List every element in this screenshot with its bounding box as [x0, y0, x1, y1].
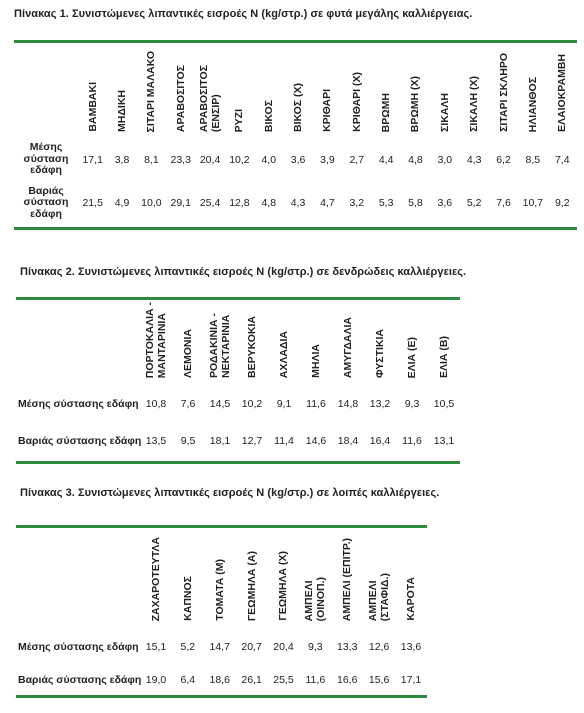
column-header	[225, 43, 254, 139]
table-cell: 13,6	[400, 640, 422, 653]
table-cell: 8,5	[525, 153, 541, 166]
column-header-label: ΣΙΤΑΡΙ ΜΑΛΑΚΟ	[145, 50, 158, 132]
table-cell: 18,4	[337, 435, 359, 447]
column-header-label: ΣΙΤΑΡΙ ΣΚΛΗΡΟ	[497, 53, 510, 132]
table-cell: 5,2	[180, 640, 196, 653]
column-header	[166, 43, 195, 139]
column-header-label: ΦΥΣΤΙΚΙΑ	[374, 328, 386, 378]
table-cell: 20,4	[273, 640, 294, 653]
table-cell: 11,6	[402, 435, 422, 447]
column-header	[363, 528, 395, 628]
row-label: Βαριάς σύστασης εδάφη	[18, 674, 142, 686]
row-label: Βαριάς σύσταση εδάφη	[23, 184, 69, 220]
table3	[16, 528, 427, 695]
table-cell: 10,7	[522, 197, 544, 209]
column-header-label: ΕΛΙΑ (Β)	[438, 336, 450, 378]
column-header-label: ΒΡΩΜΗ	[380, 92, 393, 132]
table-cell: 17,1	[82, 153, 103, 166]
column-header-label: ΖΑΧΑΡΟΤΕΥΤΛΑ	[149, 536, 162, 621]
column-header	[236, 300, 268, 385]
row-label: Μέσης σύστασης εδάφη	[18, 398, 139, 410]
column-header-label: ΒΙΚΟΣ (Χ)	[292, 83, 305, 132]
table-cell: 14,7	[209, 640, 230, 653]
column-header-label: ΣΙΚΑΛΗ	[438, 93, 451, 132]
table-cell: 3,0	[437, 153, 453, 166]
column-header	[401, 43, 430, 139]
table-row	[14, 180, 577, 226]
table-cell: 5,3	[378, 197, 394, 209]
column-header	[137, 43, 166, 139]
column-header-label: ΡΥΖΙ	[233, 108, 246, 132]
column-header	[332, 300, 364, 385]
column-header	[313, 43, 342, 139]
table-cell: 4,0	[261, 153, 277, 166]
table-cell: 8,1	[144, 153, 159, 166]
table-row	[16, 385, 460, 423]
table-cell: 13,5	[145, 435, 167, 447]
table-cell: 5,8	[408, 197, 423, 209]
table-cell: 15,1	[145, 640, 167, 653]
column-header	[395, 528, 427, 628]
table-cell: 21,5	[82, 197, 103, 209]
column-header-label: ΤΟΜΑΤΑ (Μ)	[213, 559, 226, 621]
column-header-label: ΑΡΑΒΟΣΙΤΟΣ (ΕΝΣΙΡ)	[198, 64, 223, 132]
table-cell: 4,8	[408, 153, 423, 166]
column-header-label: ΒΕΡΥΚΟΚΙΑ	[246, 316, 258, 378]
table-cell: 18,1	[209, 435, 231, 447]
column-header	[268, 528, 300, 628]
table-cell: 20,4	[199, 153, 221, 166]
column-header	[268, 300, 300, 385]
column-header	[204, 300, 236, 385]
column-header	[300, 300, 332, 385]
table-row	[14, 139, 577, 180]
table-cell: 3,9	[320, 153, 335, 166]
header-corner	[16, 300, 140, 385]
table-cell: 11,6	[305, 674, 326, 686]
column-header	[254, 43, 283, 139]
column-header-label: ΜΗΛΙΑ	[310, 344, 322, 378]
column-header-label: ΚΡΙΘΑΡΙ (Χ)	[350, 72, 363, 132]
table-row	[16, 665, 427, 695]
table-cell: 11,6	[306, 398, 326, 410]
column-header	[140, 300, 172, 385]
column-header	[299, 528, 331, 628]
table-cell: 10,0	[141, 197, 162, 209]
column-header-label: ΚΡΙΘΑΡΙ	[321, 89, 334, 132]
table-cell: 4,3	[290, 197, 306, 209]
table-cell: 4,3	[466, 153, 482, 166]
column-header	[78, 43, 107, 139]
column-header-label: ΜΗΔΙΚΗ	[116, 90, 129, 132]
table-cell: 13,1	[433, 435, 455, 447]
column-header	[331, 528, 363, 628]
column-header	[430, 43, 459, 139]
column-header-label: ΑΡΑΒΟΣΙΤΟΣ	[174, 64, 187, 132]
table-cell: 15,6	[368, 674, 390, 686]
table-cell: 9,5	[180, 435, 196, 447]
column-header	[140, 528, 172, 628]
column-header-label: ΑΜΥΓΔΑΛΙΑ	[342, 316, 354, 378]
table-cell: 19,0	[145, 674, 167, 686]
column-header	[518, 43, 547, 139]
column-header	[172, 528, 204, 628]
column-header-label: ΓΕΩΜΗΛΑ (Α)	[245, 550, 258, 621]
column-header	[371, 43, 400, 139]
table-cell: 9,3	[308, 640, 323, 653]
table-cell: 14,6	[305, 435, 327, 447]
table-cell: 10,5	[433, 398, 455, 410]
column-header	[396, 300, 428, 385]
table2-bottom-rule	[16, 461, 460, 464]
table-cell: 4,9	[114, 197, 130, 209]
column-header-label: ΒΡΩΜΗ (Χ)	[409, 75, 422, 132]
table-cell: 12,8	[229, 197, 250, 209]
table-row	[16, 628, 427, 665]
column-header-label: ΑΜΠΕΛΙ (ΟΙΝΟΠ.)	[303, 576, 328, 621]
table2-caption: Πίνακας 2. Συνιστώμενες λιπαντικές εισροές Ν (kg/στρ.) σε δενδρώδεις καλλιέργειες.	[20, 266, 467, 278]
header-corner	[16, 528, 140, 628]
column-header	[459, 43, 488, 139]
table-cell: 7,4	[554, 153, 570, 166]
table-cell: 12,6	[368, 640, 390, 653]
table1-caption: Πίνακας 1. Συνιστώμενες λιπαντικές εισροές Ν (kg/στρ.) σε φυτά μεγάλης καλλιέργειας.	[14, 8, 473, 20]
column-header-label: ΑΧΛΑΔΙΑ	[278, 330, 290, 378]
table-cell: 6,2	[496, 153, 511, 166]
column-header-label: ΡΟΔΑΚΙΝΙΑ - ΝΕΚΤΑΡΙΝΙΑ	[208, 312, 232, 378]
table1-bottom-rule	[14, 227, 577, 230]
table-cell: 3,6	[290, 153, 306, 166]
row-label: Μέσης σύστασης εδάφη	[18, 640, 139, 653]
column-header-label: ΠΟΡΤΟΚΑΛΙΑ - ΜΑΝΤΑΡΙΝΙΑ	[144, 301, 168, 378]
table-cell: 2,7	[349, 153, 365, 166]
table3-caption: Πίνακας 3. Συνιστώμενες λιπαντικές εισροές Ν (kg/στρ.) σε λοιπές καλλιέργειες.	[20, 487, 440, 499]
column-header-label: ΛΕΜΟΝΙΑ	[182, 328, 194, 378]
table-cell: 3,6	[437, 197, 453, 209]
table-cell: 14,5	[209, 398, 231, 410]
table-cell: 7,6	[180, 398, 196, 410]
table-cell: 10,2	[229, 153, 250, 166]
table-cell: 25,5	[273, 674, 294, 686]
row-label: Μέσης σύσταση εδάφη	[23, 141, 69, 177]
table-cell: 4,7	[320, 197, 335, 209]
table-cell: 29,1	[170, 197, 191, 209]
table-row	[16, 423, 460, 459]
table-cell: 7,6	[496, 197, 511, 209]
table-cell: 18,6	[209, 674, 230, 686]
table1	[14, 43, 577, 226]
column-header	[283, 43, 312, 139]
table-cell: 16,6	[337, 674, 358, 686]
table-cell: 10,2	[241, 398, 263, 410]
column-header	[195, 43, 224, 139]
column-header-label: ΚΑΡΟΤΑ	[405, 577, 418, 621]
column-header-label: ΕΛΑΙΟΚΡΑΜΒΗ	[556, 54, 569, 132]
column-header	[204, 528, 236, 628]
table-cell: 17,1	[400, 674, 422, 686]
table-cell: 4,4	[378, 153, 394, 166]
table-cell: 13,2	[369, 398, 391, 410]
table-cell: 13,3	[337, 640, 358, 653]
table-cell: 11,4	[274, 435, 294, 447]
column-header	[489, 43, 518, 139]
column-header	[364, 300, 396, 385]
column-header-label: ΣΙΚΑΛΗ (Χ)	[468, 76, 481, 132]
column-header-label: ΓΕΩΜΗΛΑ (Χ)	[277, 551, 290, 621]
column-header-label: ΒΑΜΒΑΚΙ	[86, 82, 99, 132]
table3-bottom-rule	[16, 695, 427, 698]
table-cell: 23,3	[170, 153, 191, 166]
table-cell: 6,4	[180, 674, 196, 686]
table-cell: 3,2	[349, 197, 365, 209]
table-cell: 26,1	[241, 674, 262, 686]
column-header	[342, 43, 371, 139]
column-header-label: ΑΜΠΕΛΙ (ΣΤΑΦΙΔ.)	[367, 572, 392, 621]
column-header-label: ΒΙΚΟΣ	[262, 99, 275, 132]
column-header-label: ΗΛΙΑΝΘΟΣ	[526, 76, 539, 132]
table-cell: 16,4	[369, 435, 391, 447]
table-cell: 4,8	[261, 197, 277, 209]
column-header	[428, 300, 460, 385]
column-header	[236, 528, 268, 628]
column-header	[172, 300, 204, 385]
table-cell: 10,8	[145, 398, 167, 410]
header-corner	[14, 43, 78, 139]
column-header-label: ΚΑΠΝΟΣ	[181, 576, 194, 621]
table-cell: 5,2	[466, 197, 482, 209]
column-header	[107, 43, 136, 139]
column-header	[548, 43, 577, 139]
table-cell: 3,8	[114, 153, 130, 166]
table-cell: 12,7	[241, 435, 263, 447]
table-cell: 9,2	[554, 197, 570, 209]
row-label: Βαριάς σύστασης εδάφη	[18, 435, 142, 447]
column-header-label: ΑΜΠΕΛΙ (ΕΠΙΤΡ.)	[341, 537, 354, 621]
table-cell: 25,4	[199, 197, 221, 209]
column-header-label: ΕΛΙΑ (Ε)	[406, 336, 418, 378]
table-cell: 20,7	[241, 640, 262, 653]
table-cell: 9,1	[276, 398, 292, 410]
table2	[16, 300, 460, 459]
table-cell: 14,8	[337, 398, 359, 410]
table-cell: 9,3	[404, 398, 420, 410]
